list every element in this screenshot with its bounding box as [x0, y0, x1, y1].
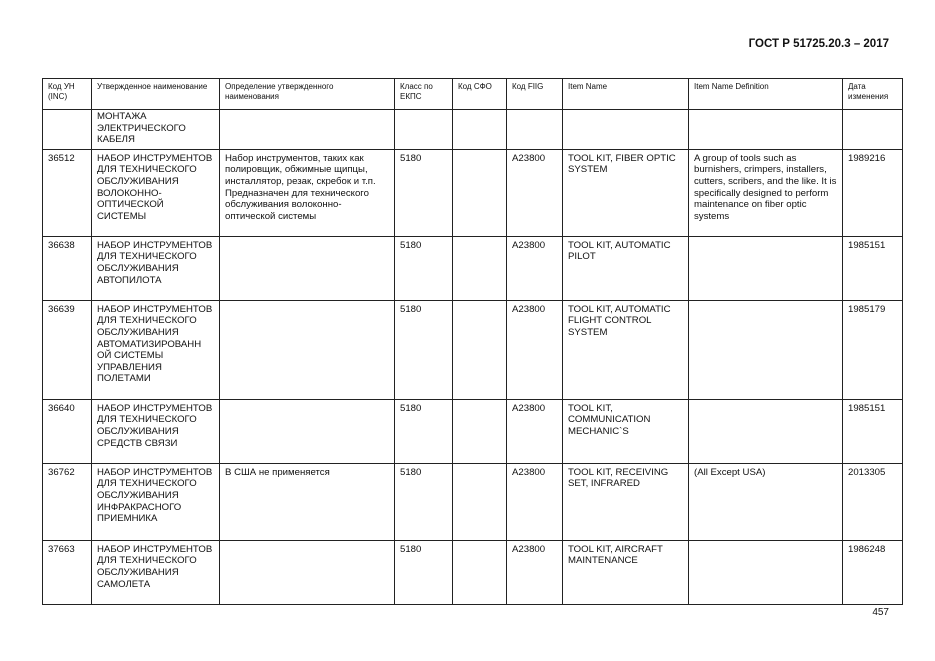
- cell-def-ru: [220, 110, 395, 150]
- table-row: [43, 236, 903, 300]
- cell-def-ru: В США не применяется: [220, 463, 395, 540]
- cell-inc: [43, 110, 92, 150]
- cell-def-ru: [220, 300, 395, 399]
- cell-class: 5180: [395, 236, 453, 300]
- cell-class: 5180: [395, 463, 453, 540]
- col-header-class: Класс по ЕКПС: [395, 79, 453, 110]
- cell-class: [395, 110, 453, 150]
- cell-class: 5180: [395, 399, 453, 463]
- cell-item-def: (All Except USA): [689, 463, 843, 540]
- page-number: 457: [872, 607, 889, 618]
- cell-sfo: [453, 236, 507, 300]
- cell-fiig: A23800: [507, 236, 563, 300]
- cell-inc: 36762: [43, 463, 92, 540]
- cell-inc: 36640: [43, 399, 92, 463]
- cell-item-def: A group of tools such as burnishers, crimpers, installers, cutters, scribers, and the like. It is specifically designed to perform maintenance on fiber optic systems: [689, 149, 843, 236]
- col-header-def-ru: Определение утвержденного наименования: [220, 79, 395, 110]
- cell-item-name: TOOL KIT, AUTOMATIC FLIGHT CONTROL SYSTEM: [563, 300, 689, 399]
- cell-sfo: [453, 110, 507, 150]
- cell-name-ru: НАБОР ИНСТРУМЕНТОВ ДЛЯ ТЕХНИЧЕСКОГО ОБСЛУЖИВАНИЯ СРЕДСТВ СВЯЗИ: [92, 399, 220, 463]
- cell-item-name: TOOL KIT, AIRCRAFT MAINTENANCE: [563, 540, 689, 604]
- cell-item-name: TOOL KIT, COMMUNICATION MECHANIC`S: [563, 399, 689, 463]
- cell-sfo: [453, 300, 507, 399]
- col-header-name-ru: Утвержденное наименование: [92, 79, 220, 110]
- cell-name-ru: НАБОР ИНСТРУМЕНТОВ ДЛЯ ТЕХНИЧЕСКОГО ОБСЛУЖИВАНИЯ АВТОПИЛОТА: [92, 236, 220, 300]
- cell-sfo: [453, 399, 507, 463]
- cell-item-name: TOOL KIT, FIBER OPTIC SYSTEM: [563, 149, 689, 236]
- cell-inc: 36638: [43, 236, 92, 300]
- cell-date: 2013305: [843, 463, 903, 540]
- col-header-inc: Код УН (INC): [43, 79, 92, 110]
- cell-item-def: [689, 300, 843, 399]
- cell-def-ru: [220, 399, 395, 463]
- nomenclature-table: [42, 78, 903, 605]
- cell-inc: 36639: [43, 300, 92, 399]
- cell-item-def: [689, 236, 843, 300]
- col-header-fiig: Код FIIG: [507, 79, 563, 110]
- cell-inc: 37663: [43, 540, 92, 604]
- cell-fiig: A23800: [507, 540, 563, 604]
- cell-name-ru: НАБОР ИНСТРУМЕНТОВ ДЛЯ ТЕХНИЧЕСКОГО ОБСЛУЖИВАНИЯ ВОЛОКОННО-ОПТИЧЕСКОЙ СИСТЕМЫ: [92, 149, 220, 236]
- col-header-date: Дата изменения: [843, 79, 903, 110]
- cell-class: 5180: [395, 149, 453, 236]
- col-header-item-def: Item Name Definition: [689, 79, 843, 110]
- cell-name-ru: НАБОР ИНСТРУМЕНТОВ ДЛЯ ТЕХНИЧЕСКОГО ОБСЛУЖИВАНИЯ АВТОМАТИЗИРОВАНН ОЙ СИСТЕМЫ УПРАВЛЕНИЯ ПОЛЕТАМИ: [92, 300, 220, 399]
- cell-item-def: [689, 399, 843, 463]
- table-row: [43, 399, 903, 463]
- cell-name-ru: НАБОР ИНСТРУМЕНТОВ ДЛЯ ТЕХНИЧЕСКОГО ОБСЛУЖИВАНИЯ САМОЛЕТА: [92, 540, 220, 604]
- cell-date: 1985151: [843, 399, 903, 463]
- table-row: [43, 300, 903, 399]
- col-header-item-name: Item Name: [563, 79, 689, 110]
- cell-item-def: [689, 110, 843, 150]
- cell-sfo: [453, 540, 507, 604]
- cell-item-name: [563, 110, 689, 150]
- cell-fiig: [507, 110, 563, 150]
- table-row: [43, 110, 903, 150]
- cell-date: 1989216: [843, 149, 903, 236]
- cell-def-ru: [220, 540, 395, 604]
- cell-fiig: A23800: [507, 399, 563, 463]
- cell-class: 5180: [395, 300, 453, 399]
- cell-item-def: [689, 540, 843, 604]
- table-row: [43, 463, 903, 540]
- cell-name-ru: МОНТАЖА ЭЛЕКТРИЧЕСКОГО КАБЕЛЯ: [92, 110, 220, 150]
- cell-date: 1985151: [843, 236, 903, 300]
- table-row: [43, 540, 903, 604]
- cell-fiig: A23800: [507, 300, 563, 399]
- cell-fiig: A23800: [507, 463, 563, 540]
- cell-name-ru: НАБОР ИНСТРУМЕНТОВ ДЛЯ ТЕХНИЧЕСКОГО ОБСЛУЖИВАНИЯ ИНФРАКРАСНОГО ПРИЕМНИКА: [92, 463, 220, 540]
- cell-sfo: [453, 149, 507, 236]
- cell-inc: 36512: [43, 149, 92, 236]
- cell-item-name: TOOL KIT, RECEIVING SET, INFRARED: [563, 463, 689, 540]
- cell-def-ru: Набор инструментов, таких как полировщик, обжимные щипцы, инсталлятор, резак, скребок и т.п. Предназначен для технического обслуживания волоконно-оптической системы: [220, 149, 395, 236]
- cell-date: 1985179: [843, 300, 903, 399]
- cell-class: 5180: [395, 540, 453, 604]
- col-header-sfo: Код СФО: [453, 79, 507, 110]
- standard-designation: ГОСТ Р 51725.20.3 – 2017: [748, 38, 889, 50]
- cell-sfo: [453, 463, 507, 540]
- cell-item-name: TOOL KIT, AUTOMATIC PILOT: [563, 236, 689, 300]
- table-header-row: [43, 79, 903, 110]
- cell-fiig: A23800: [507, 149, 563, 236]
- cell-date: [843, 110, 903, 150]
- table-row: [43, 149, 903, 236]
- cell-date: 1986248: [843, 540, 903, 604]
- cell-def-ru: [220, 236, 395, 300]
